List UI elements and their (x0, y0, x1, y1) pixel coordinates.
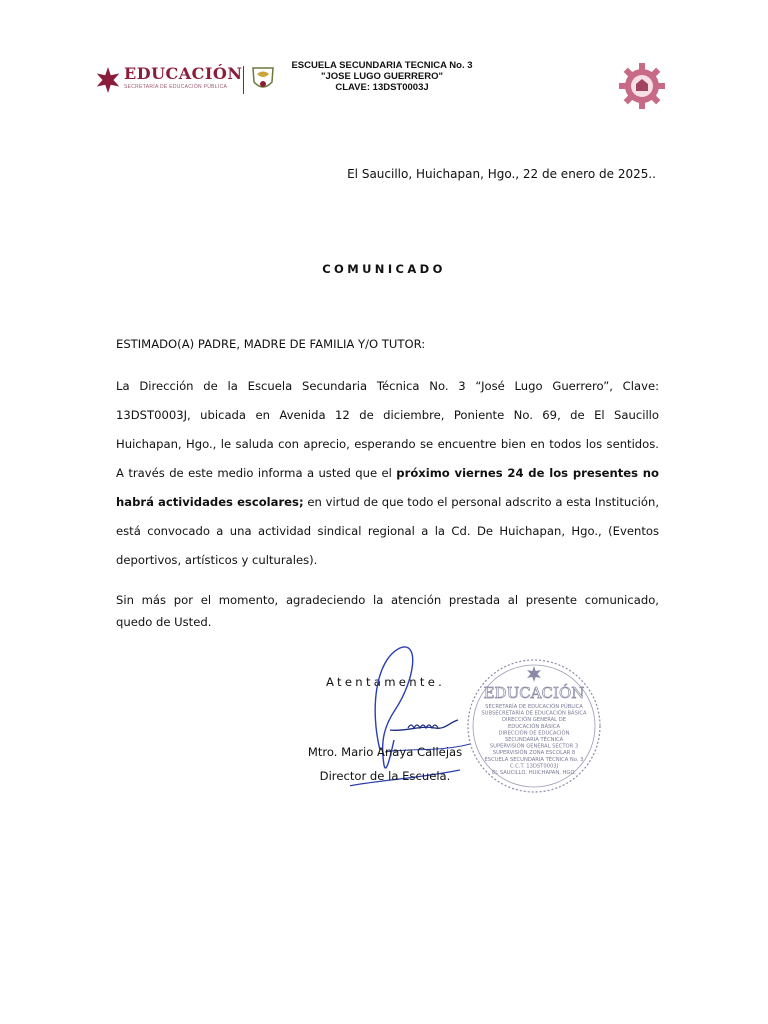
state-shield-icon (250, 64, 276, 94)
signer-role: Director de la Escuela. (319, 769, 451, 783)
school-header (282, 60, 482, 93)
paragraph-line: La Dirección de la Escuela Secundaria Técnica No. 3 “José Lugo Guerrero”, Clave: (116, 379, 659, 393)
stamp-line: DIRECCIÓN DE EDUCACIÓN (498, 730, 570, 737)
school-gear-logo-icon (618, 62, 666, 110)
paragraph-line (116, 488, 659, 517)
stamp-line: C.C.T. 13DST0003J (509, 763, 559, 770)
stamp-line: EL SAUCILLO, HUICHAPAN, HGO. (492, 770, 576, 776)
main-paragraph (116, 372, 659, 575)
paragraph-text: en virtud de que todo el personal adscrito a esta Institución, (303, 495, 660, 509)
signer-name: Mtro. Mario Anaya Callejas (307, 745, 463, 759)
place-date: El Saucillo, Huichapan, Hgo., 22 de enero de 2025.. (347, 167, 656, 181)
stamp-line: DIRECCIÓN GENERAL DE (501, 717, 567, 724)
document-title: COMUNICADO (322, 262, 446, 276)
logo-subtitle: SECRETARÍA DE EDUCACIÓN PÚBLICA (124, 84, 228, 90)
paragraph-line: deportivos, artísticos y culturales). (116, 553, 318, 567)
salutation: ESTIMADO(A) PADRE, MADRE DE FAMILIA Y/O TUTOR: (116, 337, 426, 351)
school-quote: "JOSE LUGO GUERRERO" (321, 71, 443, 82)
logo-divider (243, 66, 244, 94)
paragraph-line: quedo de Usted. (116, 615, 212, 629)
stamp-line: EDUCACIÓN BÁSICA (507, 723, 561, 730)
paragraph-line: está convocado a una actividad sindical regional a la Cd. De Huichapan, Hgo., (Eventos (116, 524, 659, 538)
signer-block (300, 740, 470, 788)
stamp-line: SECUNDARIA TÉCNICA (504, 737, 564, 743)
paragraph-line: Sin más por el momento, agradeciendo la atención prestada al presente comunicado, (116, 593, 659, 607)
highlight-date: próximo viernes 24 de los presentes no (396, 466, 659, 480)
stamp-line: SUPERVISIÓN GENERAL SECTOR 3 (489, 743, 579, 750)
paragraph-line (116, 459, 659, 488)
highlight-no-classes: habrá actividades escolares; (116, 495, 304, 509)
stamp-line: SECRETARÍA DE EDUCACIÓN PÚBLICA (485, 704, 583, 710)
school-name: ESCUELA SECUNDARIA TECNICA No. 3 (291, 60, 473, 71)
paragraph-line: 13DST0003J, ubicada en Avenida 12 de diciembre, Poniente No. 69, de El Saucillo (116, 408, 659, 422)
stamp-line: SUBSECRETARÍA DE EDUCACIÓN BÁSICA (481, 710, 587, 717)
stamp-flower-icon (526, 666, 542, 682)
paragraph-line: Huichapan, Hgo., le saluda con aprecio, esperando se encuentre bien en todos los sentidos. (116, 437, 659, 451)
logo-title: EDUCACIÓN (124, 64, 243, 83)
paragraph-text: A través de este medio informa a usted que el (116, 466, 397, 480)
flower-emblem-icon (92, 64, 124, 96)
closing-word: Atentamente. (326, 675, 446, 689)
closing-paragraph (116, 589, 659, 633)
stamp-line: SUPERVISIÓN ZONA ESCOLAR 8 (492, 750, 576, 757)
stamp-title: EDUCACIÓN (483, 684, 585, 702)
school-key: CLAVE: 13DST0003J (335, 82, 429, 93)
official-stamp (464, 656, 604, 796)
stamp-line: ESCUELA SECUNDARIA TÉCNICA No. 3 (484, 756, 584, 763)
